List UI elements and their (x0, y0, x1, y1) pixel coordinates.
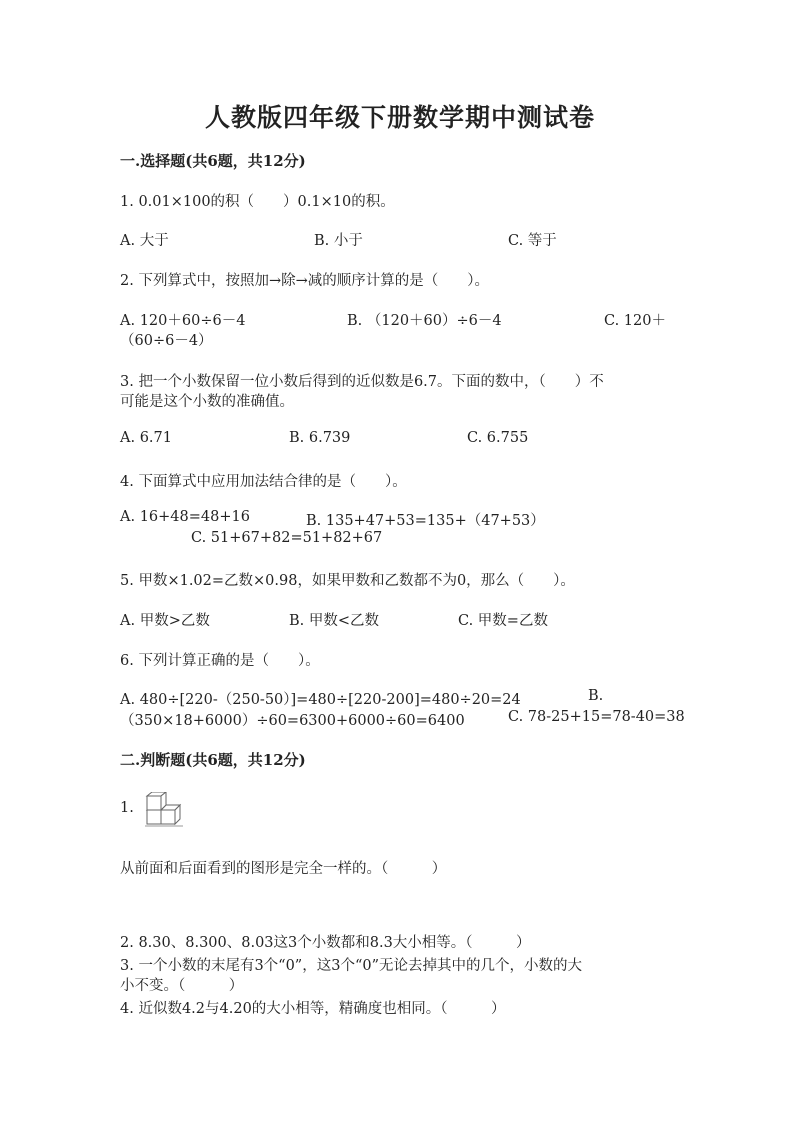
question-1-option-c: C. 等于 (508, 233, 557, 249)
question-6-stem: 6. 下列计算正确的是（ ）。 (120, 653, 320, 669)
judgment-1-number: 1. (120, 800, 134, 816)
question-3-option-a: A. 6.71 (120, 430, 172, 446)
question-6-option-a: A. 480÷[220-（250-50）]=480÷[220-200]=480÷20=24 (120, 692, 521, 708)
question-3-stem-line1: 3. 把一个小数保留一位小数后得到的近似数是6.7。下面的数中，（ ）不 (120, 374, 604, 390)
page-title: 人教版四年级下册数学期中测试卷 (204, 103, 595, 132)
question-1-option-b: B. 小于 (314, 233, 363, 249)
question-3-option-c: C. 6.755 (467, 430, 529, 446)
question-5-option-b: B. 甲数<乙数 (289, 613, 380, 629)
question-6-option-c: C. 78-25+15=78-40=38 (508, 709, 685, 725)
question-1-stem: 1. 0.01×100的积（ ）0.1×10的积。 (120, 194, 395, 210)
section-heading-choice: 一.选择题(共6题，共12分) (120, 152, 306, 170)
question-5-stem: 5. 甲数×1.02=乙数×0.98，如果甲数和乙数都不为0，那么（ ）。 (120, 573, 575, 589)
question-2-stem: 2. 下列算式中，按照加→除→减的顺序计算的是（ ）。 (120, 273, 489, 289)
question-2-option-a: A. 120＋60÷6－4 (120, 313, 246, 329)
section-heading-judgment: 二.判断题(共6题，共12分) (120, 751, 306, 769)
question-1-option-a: A. 大于 (120, 233, 169, 249)
question-2-option-c-continued: （60÷6－4） (120, 333, 213, 349)
question-3-option-b: B. 6.739 (289, 430, 351, 446)
judgment-2: 2. 8.30、8.300、8.03这3个小数都和8.3大小相等。（ ） (120, 935, 531, 951)
question-2-option-c: C. 120＋ (604, 313, 666, 329)
question-4-option-b: B. 135+47+53=135+（47+53） (306, 513, 545, 529)
question-5-option-c: C. 甲数=乙数 (458, 613, 548, 629)
question-4-option-c: C. 51+67+82=51+82+67 (191, 530, 383, 546)
judgment-4: 4. 近似数4.2与4.20的大小相等，精确度也相同。（ ） (120, 1001, 506, 1017)
question-6-option-b-label: B. (588, 688, 604, 704)
stacked-cubes-figure (143, 792, 185, 828)
question-5-option-a: A. 甲数>乙数 (120, 613, 210, 629)
question-4-option-a: A. 16+48=48+16 (120, 509, 250, 525)
question-4-stem: 4. 下面算式中应用加法结合律的是（ ）。 (120, 474, 407, 490)
question-3-stem-line2: 可能是这个小数的准确值。 (120, 394, 294, 410)
question-2-option-b: B. （120＋60）÷6－4 (347, 313, 502, 329)
judgment-1-text: 从前面和后面看到的图形是完全一样的。（ ） (120, 861, 447, 877)
judgment-3-line1: 3. 一个小数的末尾有3个“0”，这3个“0”无论去掉其中的几个，小数的大 (120, 958, 582, 974)
judgment-3-line2: 小不变。（ ） (120, 978, 244, 994)
question-6-option-b: （350×18+6000）÷60=6300+6000÷60=6400 (120, 713, 465, 729)
